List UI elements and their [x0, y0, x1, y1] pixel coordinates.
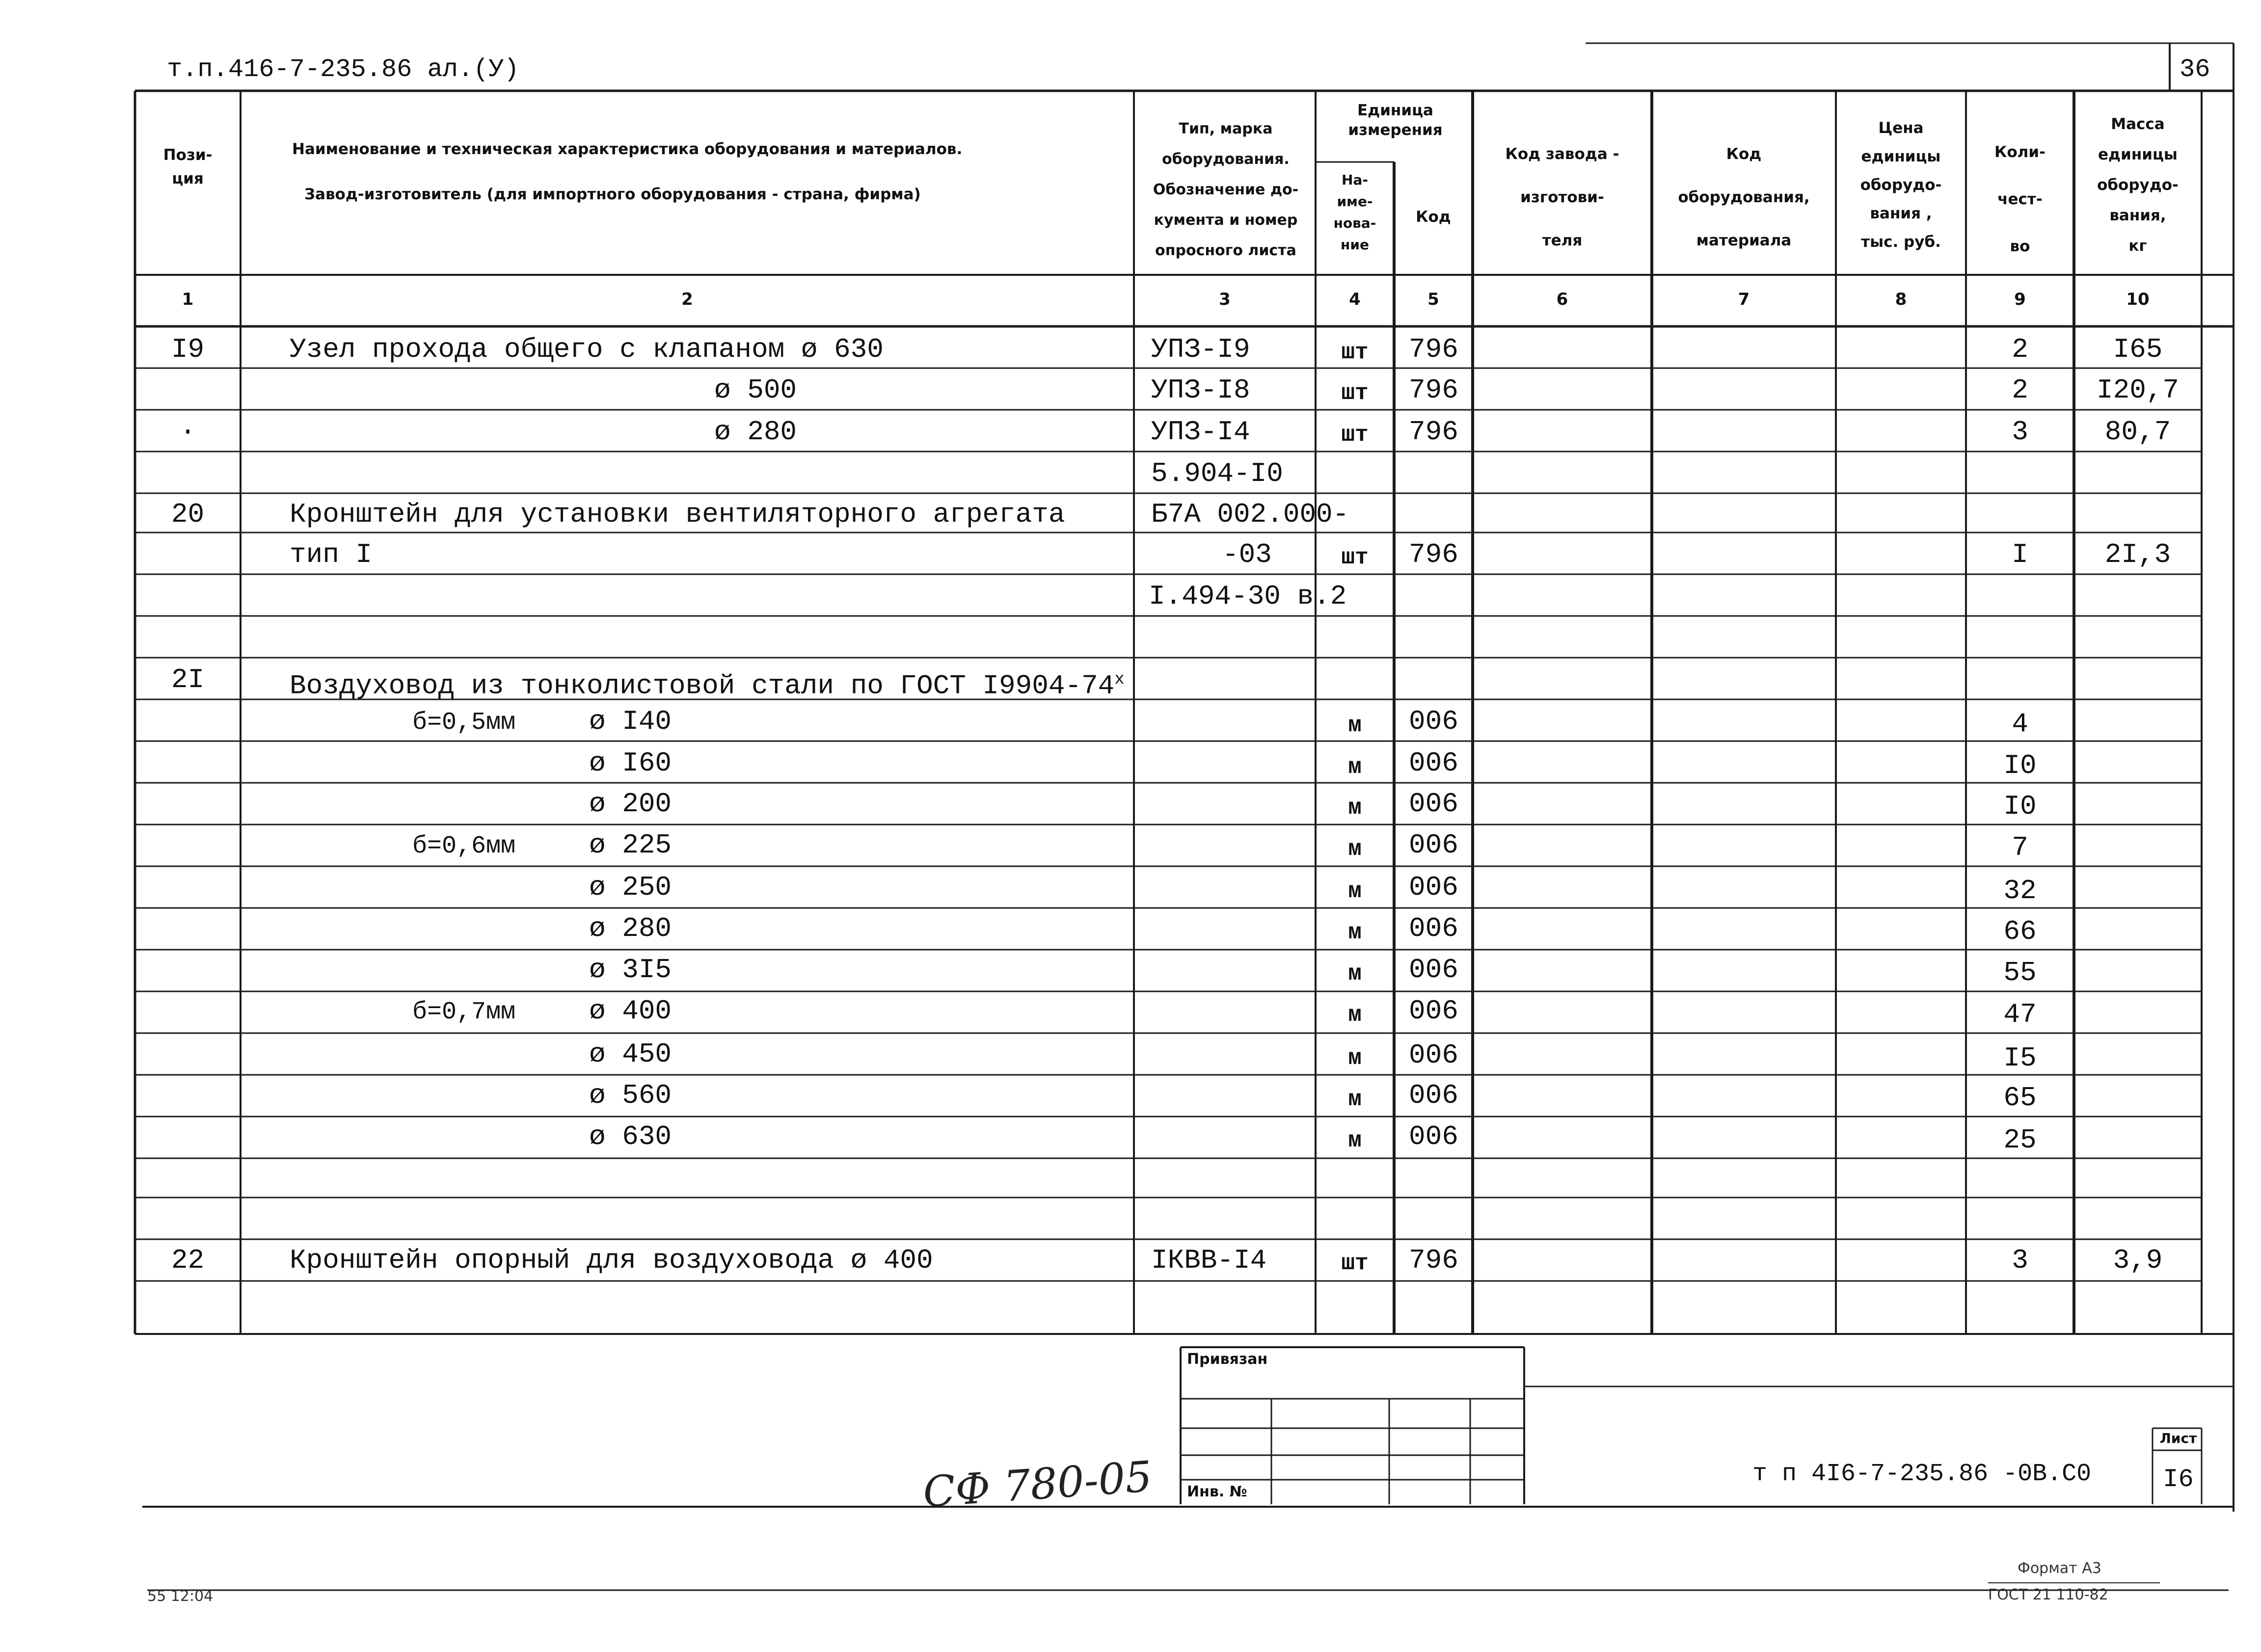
row-type-mark: Б7А 002.000-: [1151, 499, 1349, 530]
row-unit: м: [1348, 1087, 1362, 1112]
format-label: Формат А3: [2018, 1560, 2101, 1577]
row-unit: м: [1348, 1002, 1362, 1028]
row-unit-code: 006: [1409, 1039, 1458, 1071]
document-reference: т.п.416-7-235.86 ал.(У): [167, 55, 519, 84]
col-header-name-line1: Наименование и техническая характеристика оборудования и материалов.: [292, 140, 963, 158]
row-item-name: ø 630: [589, 1121, 672, 1152]
row-unit-code: 006: [1409, 788, 1458, 820]
row-unit-code: 796: [1409, 374, 1458, 406]
row-item-name: ø 250: [589, 872, 672, 903]
row-item-name: ø 400: [589, 995, 672, 1027]
row-quantity: 25: [2003, 1124, 2037, 1156]
row-quantity: 2: [2012, 374, 2028, 406]
col-number: 10: [2126, 290, 2150, 309]
col-header-mass: Масса единицы оборудо- вания, кг: [2097, 115, 2179, 255]
col-header-unit-name: На- име- нова- ние: [1333, 172, 1376, 253]
row-unit: м: [1348, 836, 1362, 862]
row-item-name: ø I40: [589, 706, 672, 737]
row-item-name: ø 200: [589, 788, 672, 820]
stamp-sheet-label: Лист: [2159, 1430, 2197, 1446]
col-header-unit-group: Единица измерения: [1348, 102, 1443, 139]
row-unit-code: 796: [1409, 416, 1458, 448]
row-unit-code: 006: [1409, 872, 1458, 903]
col-header-unit-code: Код: [1416, 208, 1451, 226]
row-mass: I65: [2113, 334, 2163, 365]
row-type-mark: УПЗ-I8: [1151, 374, 1250, 406]
row-quantity: 3: [2012, 1245, 2028, 1276]
row-item-name: Узел прохода общего с клапаном ø 630: [290, 334, 884, 365]
row-quantity: I0: [2003, 750, 2037, 781]
row-item-name: ø 560: [589, 1080, 672, 1111]
row-unit-code: 006: [1409, 995, 1458, 1027]
row-type-mark: 5.904-I0: [1151, 458, 1283, 489]
row-type-mark: -03: [1222, 539, 1272, 570]
row-unit: шт: [1341, 545, 1369, 570]
row-quantity: 2: [2012, 334, 2028, 365]
col-header-type: Тип, марка оборудования. Обозначение до- кумента и номер опросного листа: [1153, 120, 1299, 259]
row-unit: м: [1348, 961, 1362, 986]
row-quantity: I: [2012, 539, 2028, 570]
row-quantity: 3: [2012, 416, 2028, 448]
col-number: 4: [1349, 290, 1361, 309]
row-item-name: ø I60: [589, 747, 672, 779]
col-number: 1: [182, 290, 194, 309]
row-item-name: тип I: [290, 539, 373, 570]
row-unit: м: [1348, 754, 1362, 780]
row-item-name: ø 280: [714, 416, 797, 448]
col-header-equipment-code: Код оборудования, материала: [1678, 145, 1810, 249]
row-item-name: ø 225: [589, 829, 672, 861]
row-quantity: 32: [2003, 875, 2037, 906]
row-unit-code: 796: [1409, 1245, 1458, 1276]
col-number: 8: [1895, 290, 1907, 309]
col-number: 6: [1556, 290, 1568, 309]
row-unit-code: 006: [1409, 1121, 1458, 1152]
col-header-quantity: Коли- чест- во: [1994, 143, 2046, 255]
row-unit: шт: [1341, 422, 1369, 448]
row-unit-code: 006: [1409, 706, 1458, 737]
row-position: 20: [171, 499, 205, 530]
col-number: 2: [681, 290, 693, 309]
stamp-inventory-label: Инв. №: [1187, 1483, 1247, 1500]
row-thickness: б=0,6мм: [412, 832, 516, 860]
row-item-name: Воздуховод из тонколистовой стали по ГОСТ I9904-74$^x$: [290, 670, 1125, 702]
row-unit: шт: [1341, 340, 1369, 365]
row-mass: 3,9: [2113, 1245, 2163, 1276]
col-header-position: Пози- ция: [163, 146, 213, 187]
row-unit-code: 796: [1409, 334, 1458, 365]
row-type-mark: I.494-30 в.2: [1149, 581, 1347, 612]
row-quantity: 47: [2003, 999, 2037, 1030]
col-number: 7: [1738, 290, 1750, 309]
row-item-name: Кронштейн опорный для воздуховода ø 400: [290, 1245, 933, 1276]
row-unit-code: 006: [1409, 1080, 1458, 1111]
footer-left-mark: 55 12:04: [147, 1588, 214, 1605]
row-quantity: 66: [2003, 916, 2037, 947]
row-mass: 80,7: [2104, 416, 2171, 448]
row-item-name: ø 3I5: [589, 954, 672, 986]
col-header-factory-code: Код завода - изготови- теля: [1505, 145, 1619, 249]
row-unit: м: [1348, 879, 1362, 904]
row-unit: шт: [1341, 1251, 1369, 1276]
row-quantity: I5: [2003, 1042, 2037, 1074]
row-mass: I20,7: [2096, 374, 2180, 406]
row-unit: м: [1348, 920, 1362, 945]
row-item-name: ø 500: [714, 374, 797, 406]
row-unit-code: 006: [1409, 829, 1458, 861]
row-thickness: б=0,5мм: [412, 709, 516, 737]
stamp-sheet-number: I6: [2163, 1465, 2194, 1494]
row-quantity: 7: [2012, 832, 2028, 863]
row-unit-code: 796: [1409, 539, 1458, 570]
row-quantity: 4: [2012, 708, 2028, 740]
row-unit: шт: [1341, 380, 1369, 406]
row-position: 22: [171, 1245, 205, 1276]
row-type-mark: УПЗ-I9: [1151, 334, 1250, 365]
row-unit: м: [1348, 1045, 1362, 1071]
row-position: 2I: [171, 664, 205, 695]
col-header-price: Цена единицы оборудо- вания , тыс. руб.: [1860, 119, 1942, 251]
stamp-document-code: т п 4I6-7-235.86 -0В.С0: [1752, 1460, 2092, 1488]
row-thickness: б=0,7мм: [412, 998, 516, 1026]
page-number: 36: [2180, 55, 2210, 84]
row-quantity: I0: [2003, 791, 2037, 822]
gost-label: ГОСТ 21 110-82: [1988, 1586, 2108, 1603]
row-type-mark: IКВВ-I4: [1151, 1245, 1267, 1276]
row-type-mark: УПЗ-I4: [1151, 416, 1250, 448]
row-unit: м: [1348, 795, 1362, 821]
row-unit-code: 006: [1409, 954, 1458, 986]
row-unit: м: [1348, 1128, 1362, 1153]
col-number: 9: [2014, 290, 2026, 309]
row-item-name: ø 450: [589, 1039, 672, 1070]
row-item-name: Кронштейн для установки вентиляторного агрегата: [290, 499, 1065, 530]
row-unit-code: 006: [1409, 913, 1458, 944]
row-unit: м: [1348, 713, 1362, 738]
row-position: ·: [179, 416, 196, 448]
row-quantity: 55: [2003, 957, 2037, 988]
col-header-name-line2: Завод-изготовитель (для импортного оборудования - страна, фирма): [304, 186, 921, 203]
handwritten-archive-number: СФ 780-05: [921, 1452, 1154, 1518]
row-mass: 2I,3: [2104, 539, 2171, 570]
row-item-name: ø 280: [589, 913, 672, 944]
row-position: I9: [171, 334, 205, 365]
stamp-bound-label: Привязан: [1187, 1351, 1268, 1368]
row-quantity: 65: [2003, 1082, 2037, 1114]
col-number: 3: [1219, 290, 1231, 309]
row-unit-code: 006: [1409, 747, 1458, 779]
col-number: 5: [1427, 290, 1439, 309]
